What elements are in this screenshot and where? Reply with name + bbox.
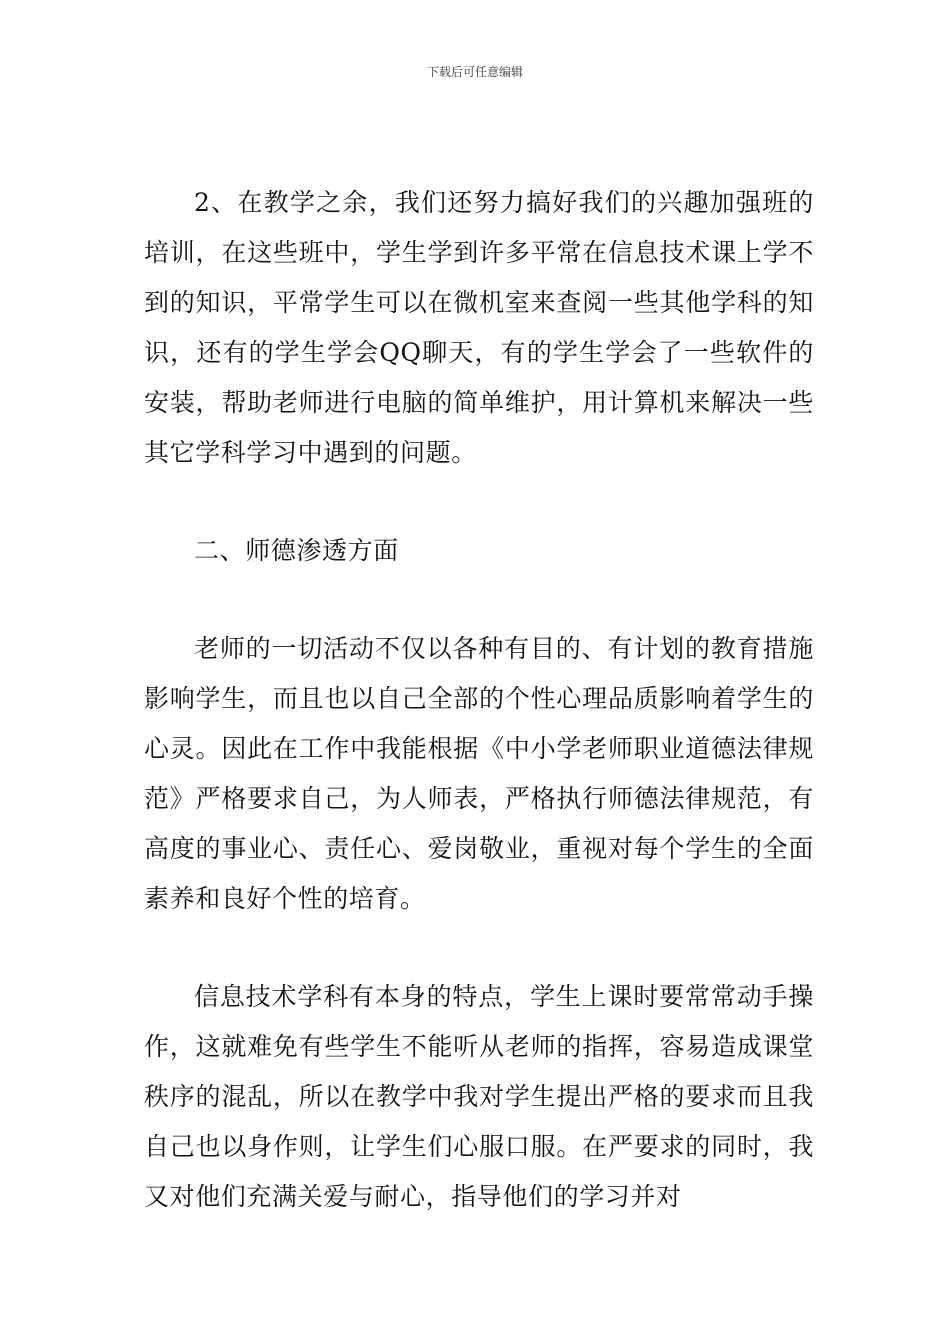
paragraph-spacer	[144, 478, 814, 526]
paragraph-teacher-influence: 老师的一切活动不仅以各种有目的、有计划的教育措施影响学生，而且也以自己全部的个性心理品质影响着学生的心灵。因此在工作中我能根据《中小学老师职业道德法律规范》严格要求自己，为人师表，严格执行师德法律规范，有高度的事业心、责任心、爱岗敬业，重视对每个学生的全面素养和良好个性的培育。	[144, 634, 814, 913]
paragraph-it-subject: 信息技术学科有本身的特点，学生上课时要常常动手操作，这就难免有些学生不能听从老师的指挥，容易造成课堂秩序的混乱，所以在教学中我对学生提出严格的要求而且我自己也以身作则，让学生们心服口服。在严要求的同时，我又对他们充满关爱与耐心，指导他们的学习并对	[144, 982, 814, 1211]
paragraph-spacer	[144, 576, 814, 624]
document-body	[144, 178, 814, 1222]
paragraph-interest-class: 2、在教学之余，我们还努力搞好我们的兴趣加强班的培训，在这些班中，学生学到许多平常在信息技术课上学不到的知识，平常学生可以在微机室来查阅一些其他学科的知识，还有的学生学会QQ聊天，有的学生学会了一些软件的安装，帮助老师进行电脑的简单维护，用计算机来解决一些其它学科学习中遇到的问题。	[144, 188, 814, 467]
paragraph-spacer	[144, 924, 814, 972]
section-heading-teacher-ethics: 二、师德渗透方面	[194, 536, 399, 565]
page-header-note: 下载后可任意编辑	[426, 65, 523, 79]
